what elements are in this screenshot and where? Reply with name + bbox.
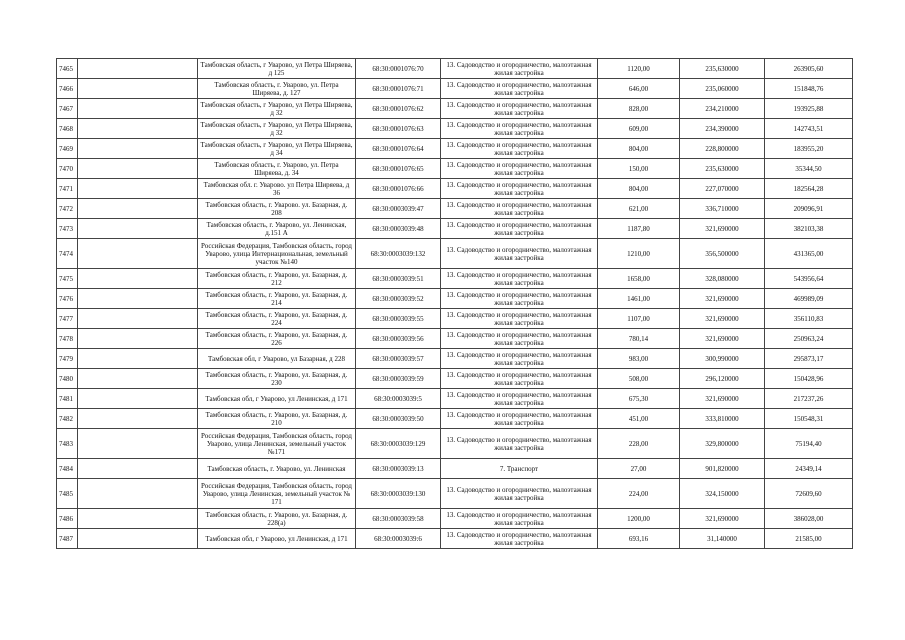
table-row bbox=[57, 459, 853, 479]
cadastral-number-cell: 68:30:0001076:70 bbox=[356, 59, 441, 79]
cadastral-value-cell: 24349,14 bbox=[765, 459, 853, 479]
row-number-cell: 7486 bbox=[57, 509, 78, 529]
specific-value-cell: 329,800000 bbox=[680, 429, 765, 459]
address-cell: Российская Федерация, Тамбовская область, город Уварово, улица Интернациональная, земельный участок №140 bbox=[198, 239, 356, 269]
land-use-cell: 13. Садоводство и огородничество, малоэтажная жилая застройка bbox=[441, 269, 598, 289]
table-row bbox=[57, 479, 853, 509]
table-body bbox=[57, 59, 853, 549]
area-cell: 1107,00 bbox=[598, 309, 680, 329]
area-cell: 224,00 bbox=[598, 479, 680, 509]
cadastral-value-cell: 142743,51 bbox=[765, 119, 853, 139]
table-row bbox=[57, 289, 853, 309]
specific-value-cell: 235,060000 bbox=[680, 79, 765, 99]
address-cell: Тамбовская область, г Уварово, ул Петра Ширяева, д 32 bbox=[198, 99, 356, 119]
specific-value-cell: 296,120000 bbox=[680, 369, 765, 389]
table-row bbox=[57, 159, 853, 179]
area-cell: 1187,80 bbox=[598, 219, 680, 239]
area-cell: 228,00 bbox=[598, 429, 680, 459]
address-cell: Тамбовская область, г. Уварово, ул. Базарная, д. 210 bbox=[198, 409, 356, 429]
address-cell: Тамбовская область, г. Уварово, ул. Петра Ширяева, д. 34 bbox=[198, 159, 356, 179]
address-cell: Тамбовская обл, г Уварово, ул Ленинская, д 171 bbox=[198, 389, 356, 409]
address-cell: Тамбовская область, г. Уварово, ул. Базарная, д. 226 bbox=[198, 329, 356, 349]
cadastral-number-cell: 68:30:0001076:62 bbox=[356, 99, 441, 119]
area-cell: 983,00 bbox=[598, 349, 680, 369]
specific-value-cell: 235,630000 bbox=[680, 159, 765, 179]
cadastral-number-cell: 68:30:0003039:56 bbox=[356, 329, 441, 349]
area-cell: 1461,00 bbox=[598, 289, 680, 309]
cadastral-number-cell: 68:30:0003039:130 bbox=[356, 479, 441, 509]
land-use-cell: 13. Садоводство и огородничество, малоэтажная жилая застройка bbox=[441, 289, 598, 309]
specific-value-cell: 901,820000 bbox=[680, 459, 765, 479]
specific-value-cell: 300,990000 bbox=[680, 349, 765, 369]
cadastral-value-cell: 386028,00 bbox=[765, 509, 853, 529]
table-row bbox=[57, 219, 853, 239]
area-cell: 508,00 bbox=[598, 369, 680, 389]
cadastral-number-cell: 68:30:0003039:48 bbox=[356, 219, 441, 239]
row-number-cell: 7473 bbox=[57, 219, 78, 239]
land-use-cell: 13. Садоводство и огородничество, малоэтажная жилая застройка bbox=[441, 509, 598, 529]
row-number-cell: 7481 bbox=[57, 389, 78, 409]
blank-cell bbox=[78, 269, 198, 289]
cadastral-value-cell: 150548,31 bbox=[765, 409, 853, 429]
row-number-cell: 7477 bbox=[57, 309, 78, 329]
table-row bbox=[57, 99, 853, 119]
cadastral-number-cell: 68:30:0003039:57 bbox=[356, 349, 441, 369]
specific-value-cell: 321,690000 bbox=[680, 509, 765, 529]
cadastral-value-cell: 182564,28 bbox=[765, 179, 853, 199]
row-number-cell: 7469 bbox=[57, 139, 78, 159]
address-cell: Тамбовская обл, г Уварово, ул Ленинская, д 171 bbox=[198, 529, 356, 549]
table-row bbox=[57, 139, 853, 159]
row-number-cell: 7478 bbox=[57, 329, 78, 349]
cadastral-value-table bbox=[56, 58, 853, 549]
land-use-cell: 13. Садоводство и огородничество, малоэтажная жилая застройка bbox=[441, 199, 598, 219]
table-row bbox=[57, 349, 853, 369]
address-cell: Тамбовская область, г Уварово, ул Петра Ширяева, д 34 bbox=[198, 139, 356, 159]
blank-cell bbox=[78, 289, 198, 309]
cadastral-number-cell: 68:30:0001076:71 bbox=[356, 79, 441, 99]
address-cell: Тамбовская обл. г. Уварово. ул Петра Ширяева, д 36 bbox=[198, 179, 356, 199]
address-cell: Тамбовская область, г. Уварово, ул. Базарная, д. 228(а) bbox=[198, 509, 356, 529]
row-number-cell: 7474 bbox=[57, 239, 78, 269]
land-use-cell: 13. Садоводство и огородничество, малоэтажная жилая застройка bbox=[441, 219, 598, 239]
row-number-cell: 7485 bbox=[57, 479, 78, 509]
cadastral-number-cell: 68:30:0003039:6 bbox=[356, 529, 441, 549]
specific-value-cell: 333,810000 bbox=[680, 409, 765, 429]
area-cell: 804,00 bbox=[598, 139, 680, 159]
row-number-cell: 7467 bbox=[57, 99, 78, 119]
table-row bbox=[57, 329, 853, 349]
cadastral-number-cell: 68:30:0003039:132 bbox=[356, 239, 441, 269]
blank-cell bbox=[78, 199, 198, 219]
row-number-cell: 7476 bbox=[57, 289, 78, 309]
land-use-cell: 13. Садоводство и огородничество, малоэтажная жилая застройка bbox=[441, 59, 598, 79]
land-use-cell: 13. Садоводство и огородничество, малоэтажная жилая застройка bbox=[441, 329, 598, 349]
blank-cell bbox=[78, 329, 198, 349]
table-row bbox=[57, 529, 853, 549]
table-row bbox=[57, 309, 853, 329]
specific-value-cell: 321,690000 bbox=[680, 309, 765, 329]
address-cell: Тамбовская обл, г Уварово, ул Базарная, д 228 bbox=[198, 349, 356, 369]
table-row bbox=[57, 199, 853, 219]
table-row bbox=[57, 239, 853, 269]
table-row bbox=[57, 59, 853, 79]
row-number-cell: 7479 bbox=[57, 349, 78, 369]
cadastral-value-cell: 217237,26 bbox=[765, 389, 853, 409]
cadastral-value-cell: 75194,40 bbox=[765, 429, 853, 459]
specific-value-cell: 321,690000 bbox=[680, 329, 765, 349]
address-cell: Тамбовская область, г. Уварово, ул. Петра Ширяева, д. 127 bbox=[198, 79, 356, 99]
area-cell: 1200,00 bbox=[598, 509, 680, 529]
specific-value-cell: 31,140000 bbox=[680, 529, 765, 549]
cadastral-value-cell: 193925,88 bbox=[765, 99, 853, 119]
blank-cell bbox=[78, 79, 198, 99]
land-use-cell: 13. Садоводство и огородничество, малоэтажная жилая застройка bbox=[441, 369, 598, 389]
specific-value-cell: 227,070000 bbox=[680, 179, 765, 199]
land-use-cell: 13. Садоводство и огородничество, малоэтажная жилая застройка bbox=[441, 479, 598, 509]
table-row bbox=[57, 409, 853, 429]
land-use-cell: 13. Садоводство и огородничество, малоэтажная жилая застройка bbox=[441, 139, 598, 159]
address-cell: Тамбовская область, г. Уварово, ул. Ленинская, д.151 А bbox=[198, 219, 356, 239]
specific-value-cell: 321,690000 bbox=[680, 289, 765, 309]
land-use-cell: 13. Садоводство и огородничество, малоэтажная жилая застройка bbox=[441, 389, 598, 409]
specific-value-cell: 336,710000 bbox=[680, 199, 765, 219]
row-number-cell: 7472 bbox=[57, 199, 78, 219]
address-cell: Российская Федерация, Тамбовская область, город Уварово, улица Ленинская, земельный участок №171 bbox=[198, 429, 356, 459]
table-row bbox=[57, 269, 853, 289]
land-use-cell: 13. Садоводство и огородничество, малоэтажная жилая застройка bbox=[441, 99, 598, 119]
address-cell: Тамбовская область, г. Уварово, ул. Ленинская bbox=[198, 459, 356, 479]
cadastral-number-cell: 68:30:0003039:13 bbox=[356, 459, 441, 479]
row-number-cell: 7487 bbox=[57, 529, 78, 549]
cadastral-value-cell: 183955,20 bbox=[765, 139, 853, 159]
blank-cell bbox=[78, 369, 198, 389]
address-cell: Тамбовская область, г. Уварово, ул. Базарная, д. 212 bbox=[198, 269, 356, 289]
table-row bbox=[57, 389, 853, 409]
cadastral-value-cell: 382103,38 bbox=[765, 219, 853, 239]
cadastral-value-cell: 250963,24 bbox=[765, 329, 853, 349]
blank-cell bbox=[78, 219, 198, 239]
row-number-cell: 7470 bbox=[57, 159, 78, 179]
area-cell: 150,00 bbox=[598, 159, 680, 179]
blank-cell bbox=[78, 139, 198, 159]
blank-cell bbox=[78, 409, 198, 429]
row-number-cell: 7483 bbox=[57, 429, 78, 459]
land-use-cell: 13. Садоводство и огородничество, малоэтажная жилая застройка bbox=[441, 239, 598, 269]
blank-cell bbox=[78, 99, 198, 119]
row-number-cell: 7482 bbox=[57, 409, 78, 429]
blank-cell bbox=[78, 59, 198, 79]
area-cell: 1210,00 bbox=[598, 239, 680, 269]
cadastral-value-cell: 469989,09 bbox=[765, 289, 853, 309]
blank-cell bbox=[78, 239, 198, 269]
area-cell: 804,00 bbox=[598, 179, 680, 199]
cadastral-value-cell: 431365,00 bbox=[765, 239, 853, 269]
blank-cell bbox=[78, 509, 198, 529]
specific-value-cell: 356,500000 bbox=[680, 239, 765, 269]
specific-value-cell: 328,080000 bbox=[680, 269, 765, 289]
cadastral-number-cell: 68:30:0003039:50 bbox=[356, 409, 441, 429]
address-cell: Тамбовская область, г Уварово, ул Петра Ширяева, д 125 bbox=[198, 59, 356, 79]
row-number-cell: 7471 bbox=[57, 179, 78, 199]
blank-cell bbox=[78, 529, 198, 549]
table-row bbox=[57, 119, 853, 139]
cadastral-number-cell: 68:30:0001076:65 bbox=[356, 159, 441, 179]
cadastral-number-cell: 68:30:0001076:63 bbox=[356, 119, 441, 139]
area-cell: 828,00 bbox=[598, 99, 680, 119]
cadastral-value-cell: 356110,83 bbox=[765, 309, 853, 329]
blank-cell bbox=[78, 119, 198, 139]
cadastral-number-cell: 68:30:0001076:64 bbox=[356, 139, 441, 159]
blank-cell bbox=[78, 459, 198, 479]
row-number-cell: 7484 bbox=[57, 459, 78, 479]
row-number-cell: 7468 bbox=[57, 119, 78, 139]
table-row bbox=[57, 509, 853, 529]
land-use-cell: 7. Транспорт bbox=[441, 459, 598, 479]
blank-cell bbox=[78, 159, 198, 179]
blank-cell bbox=[78, 309, 198, 329]
land-use-cell: 13. Садоводство и огородничество, малоэтажная жилая застройка bbox=[441, 409, 598, 429]
address-cell: Тамбовская область, г. Уварово, ул. Базарная, д. 230 bbox=[198, 369, 356, 389]
specific-value-cell: 234,210000 bbox=[680, 99, 765, 119]
area-cell: 1658,00 bbox=[598, 269, 680, 289]
row-number-cell: 7475 bbox=[57, 269, 78, 289]
cadastral-value-cell: 35344,50 bbox=[765, 159, 853, 179]
specific-value-cell: 321,690000 bbox=[680, 389, 765, 409]
blank-cell bbox=[78, 349, 198, 369]
table-row bbox=[57, 369, 853, 389]
land-use-cell: 13. Садоводство и огородничество, малоэтажная жилая застройка bbox=[441, 429, 598, 459]
cadastral-value-cell: 72609,60 bbox=[765, 479, 853, 509]
cadastral-value-cell: 209096,91 bbox=[765, 199, 853, 219]
row-number-cell: 7466 bbox=[57, 79, 78, 99]
blank-cell bbox=[78, 389, 198, 409]
cadastral-value-cell: 295873,17 bbox=[765, 349, 853, 369]
cadastral-value-cell: 21585,00 bbox=[765, 529, 853, 549]
land-use-cell: 13. Садоводство и огородничество, малоэтажная жилая застройка bbox=[441, 179, 598, 199]
address-cell: Тамбовская область, г. Уварово, ул. Базарная, д. 214 bbox=[198, 289, 356, 309]
land-use-cell: 13. Садоводство и огородничество, малоэтажная жилая застройка bbox=[441, 529, 598, 549]
blank-cell bbox=[78, 179, 198, 199]
cadastral-value-cell: 263905,60 bbox=[765, 59, 853, 79]
area-cell: 621,00 bbox=[598, 199, 680, 219]
cadastral-number-cell: 68:30:0003039:47 bbox=[356, 199, 441, 219]
cadastral-value-cell: 543956,64 bbox=[765, 269, 853, 289]
address-cell: Тамбовская область, г. Уварово. ул. Базарная, д. 208 bbox=[198, 199, 356, 219]
specific-value-cell: 321,690000 bbox=[680, 219, 765, 239]
row-number-cell: 7480 bbox=[57, 369, 78, 389]
specific-value-cell: 235,630000 bbox=[680, 59, 765, 79]
land-use-cell: 13. Садоводство и огородничество, малоэтажная жилая застройка bbox=[441, 79, 598, 99]
address-cell: Тамбовская область, г. Уварово, ул. Базарная, д. 224 bbox=[198, 309, 356, 329]
area-cell: 609,00 bbox=[598, 119, 680, 139]
land-use-cell: 13. Садоводство и огородничество, малоэтажная жилая застройка bbox=[441, 309, 598, 329]
land-use-cell: 13. Садоводство и огородничество, малоэтажная жилая застройка bbox=[441, 119, 598, 139]
area-cell: 780,14 bbox=[598, 329, 680, 349]
cadastral-number-cell: 68:30:0003039:59 bbox=[356, 369, 441, 389]
address-cell: Российская Федерация, Тамбовская область, город Уварово, улица Ленинская, земельный участок № 171 bbox=[198, 479, 356, 509]
specific-value-cell: 324,150000 bbox=[680, 479, 765, 509]
cadastral-number-cell: 68:30:0003039:55 bbox=[356, 309, 441, 329]
table-row bbox=[57, 429, 853, 459]
cadastral-value-cell: 150428,96 bbox=[765, 369, 853, 389]
area-cell: 1120,00 bbox=[598, 59, 680, 79]
area-cell: 693,16 bbox=[598, 529, 680, 549]
cadastral-value-cell: 151848,76 bbox=[765, 79, 853, 99]
blank-cell bbox=[78, 429, 198, 459]
area-cell: 646,00 bbox=[598, 79, 680, 99]
table-row bbox=[57, 179, 853, 199]
specific-value-cell: 228,800000 bbox=[680, 139, 765, 159]
cadastral-number-cell: 68:30:0003039:52 bbox=[356, 289, 441, 309]
table-row bbox=[57, 79, 853, 99]
area-cell: 675,30 bbox=[598, 389, 680, 409]
row-number-cell: 7465 bbox=[57, 59, 78, 79]
land-use-cell: 13. Садоводство и огородничество, малоэтажная жилая застройка bbox=[441, 349, 598, 369]
cadastral-number-cell: 68:30:0001076:66 bbox=[356, 179, 441, 199]
land-use-cell: 13. Садоводство и огородничество, малоэтажная жилая застройка bbox=[441, 159, 598, 179]
specific-value-cell: 234,390000 bbox=[680, 119, 765, 139]
address-cell: Тамбовская область, г Уварово, ул Петра Ширяева, д 32 bbox=[198, 119, 356, 139]
cadastral-number-cell: 68:30:0003039:58 bbox=[356, 509, 441, 529]
area-cell: 27,00 bbox=[598, 459, 680, 479]
cadastral-number-cell: 68:30:0003039:129 bbox=[356, 429, 441, 459]
blank-cell bbox=[78, 479, 198, 509]
cadastral-number-cell: 68:30:0003039:5 bbox=[356, 389, 441, 409]
cadastral-number-cell: 68:30:0003039:51 bbox=[356, 269, 441, 289]
area-cell: 451,00 bbox=[598, 409, 680, 429]
